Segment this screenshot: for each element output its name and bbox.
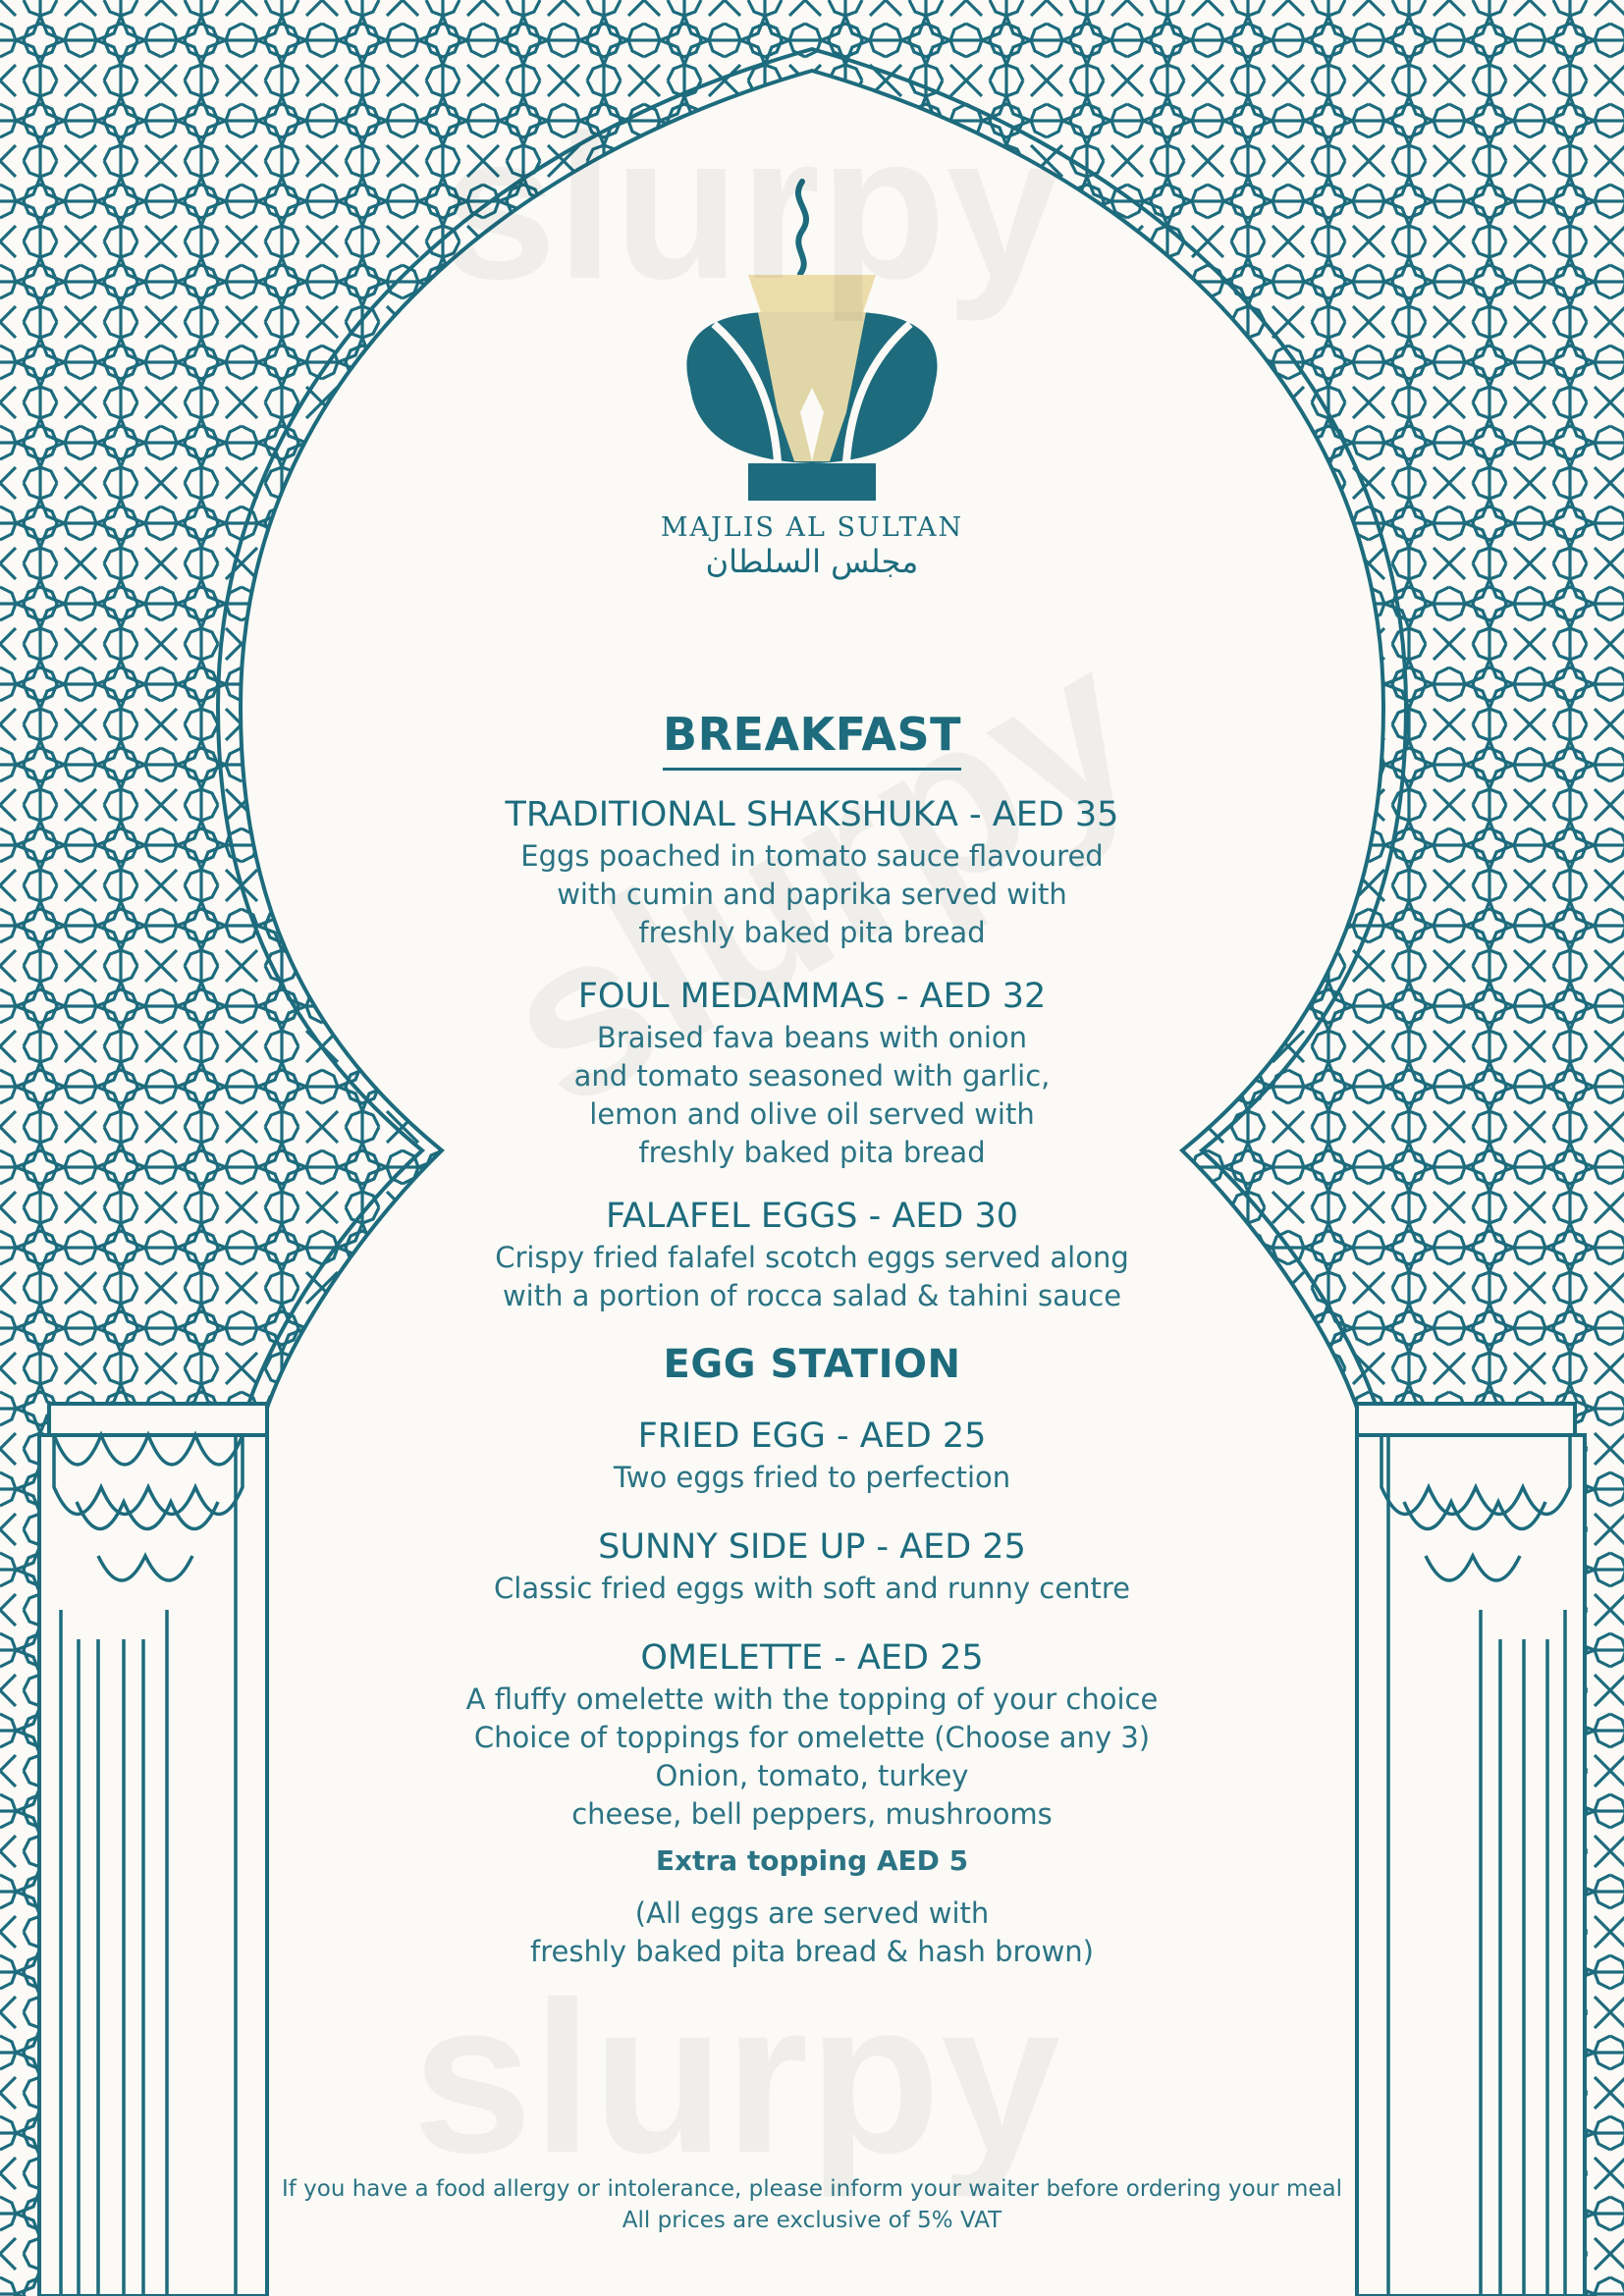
item-desc-line: freshly baked pita bread [638,1136,986,1169]
item-desc-line: Classic fried eggs with soft and runny centre [494,1572,1130,1605]
menu-item [321,792,1303,952]
menu-item [321,1414,1303,1497]
item-desc-line: with a portion of rocca salad & tahini sauce [502,1279,1122,1312]
item-desc-line: A fluffy omelette with the topping of your choice [465,1682,1159,1716]
item-desc-line: Eggs poached in tomato sauce flavoured [520,839,1104,873]
item-name: FALAFEL EGGS - AED 30 [605,1197,1019,1236]
item-name: FOUL MEDAMMAS - AED 32 [577,977,1047,1016]
menu-item [321,1194,1303,1315]
footer [0,2173,1624,2236]
item-desc-line: and tomato seasoned with garlic, [573,1059,1051,1093]
menu-content [321,707,1303,1971]
item-desc-line: freshly baked pita bread [638,916,986,949]
item-desc-line: Braised fava beans with onion [596,1021,1028,1054]
note-line: (All eggs are served with [634,1896,990,1930]
item-desc-line: Choice of toppings for omelette (Choose any 3) [473,1721,1151,1754]
item-desc-line: cheese, bell peppers, mushrooms [571,1797,1053,1831]
extra-topping: Extra topping AED 5 [655,1844,969,1877]
item-name: SUNNY SIDE UP - AED 25 [598,1527,1026,1567]
section-title-egg-station: EGG STATION [663,1342,961,1387]
note-line: freshly baked pita bread & hash brown) [530,1935,1094,1968]
serving-note [321,1895,1303,1971]
menu-item [321,974,1303,1172]
vat-notice: All prices are exclusive of 5% VAT [622,2208,1002,2233]
item-desc-line: Crispy fried falafel scotch eggs served along [495,1241,1129,1274]
restaurant-name-arabic: مجلس السلطان [705,543,919,580]
item-desc-line: lemon and olive oil served with [589,1097,1035,1131]
item-name: FRIED EGG - AED 25 [637,1416,987,1456]
item-name: TRADITIONAL SHAKSHUKA - AED 35 [505,795,1119,834]
item-name: OMELETTE - AED 25 [640,1638,984,1678]
allergy-notice: If you have a food allergy or intolerance, please inform your waiter before ordering your meal [281,2176,1343,2202]
item-desc-line: Onion, tomato, turkey [655,1759,969,1792]
menu-item [321,1524,1303,1608]
menu-item [321,1635,1303,1834]
item-desc-line: Two eggs fried to perfection [613,1461,1011,1494]
section-title-breakfast: BREAKFAST [321,707,1303,771]
restaurant-name: MAJLIS AL SULTAN [660,512,964,543]
item-desc-line: with cumin and paprika served with [557,878,1067,911]
